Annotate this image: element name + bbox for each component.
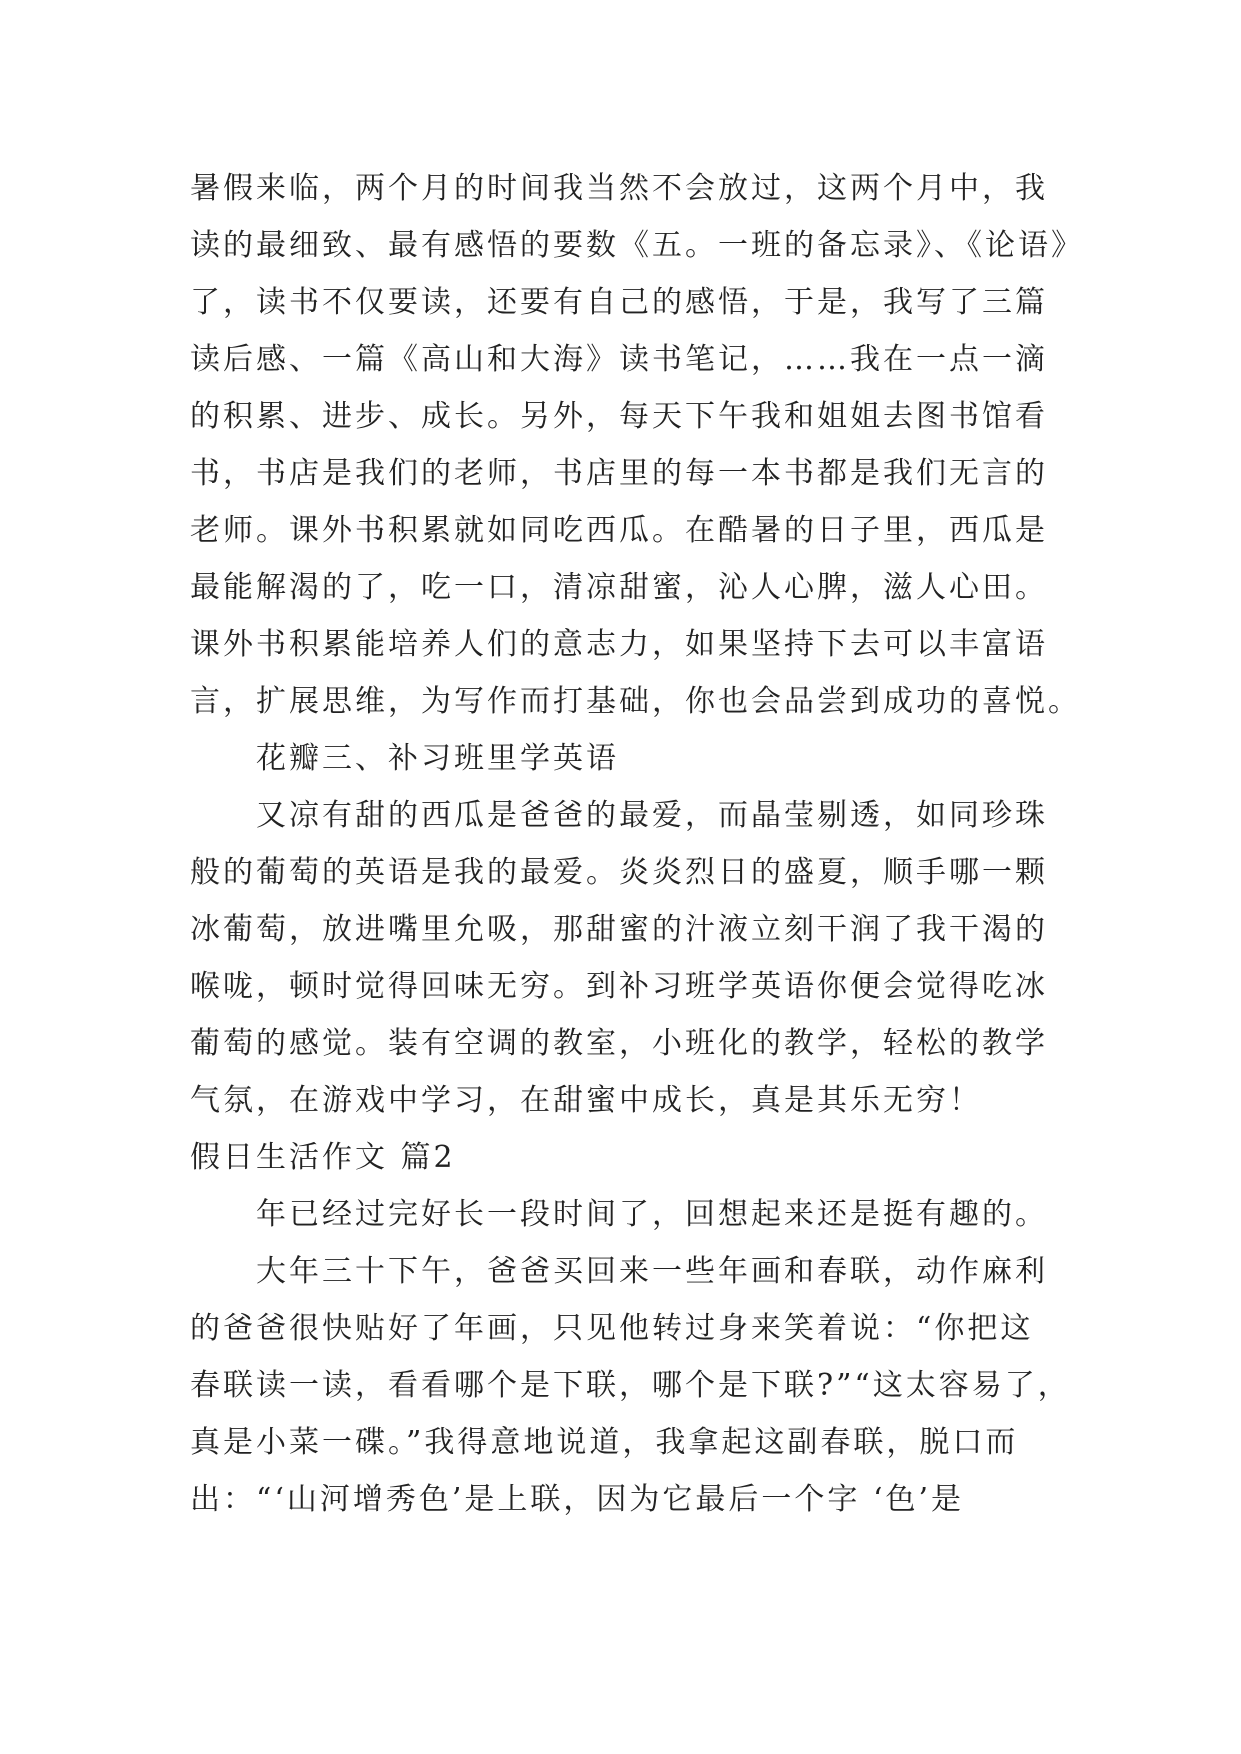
paragraph-line: 老师。课外书积累就如同吃西瓜。在酷暑的日子里，西瓜是 bbox=[190, 513, 1048, 548]
paragraph-line: 出：“‘山河增秀色’是上联，因为它最后一个字 ‘色’是 bbox=[190, 1482, 965, 1517]
paragraph-line: 读后感、一篇《高山和大海》读书笔记，……我在一点一滴 bbox=[190, 342, 1048, 377]
paragraph-line: 课外书积累能培养人们的意志力，如果坚持下去可以丰富语 bbox=[190, 627, 1048, 662]
paragraph-line: 冰葡萄，放进嘴里允吸，那甜蜜的汁液立刻干润了我干渴的 bbox=[190, 912, 1048, 947]
paragraph-line: 气氛，在游戏中学习，在甜蜜中成长，真是其乐无穷！ bbox=[190, 1083, 982, 1118]
paragraph-line: 般的葡萄的英语是我的最爱。炎炎烈日的盛夏，顺手哪一颗 bbox=[190, 855, 1048, 890]
paragraph-line: 春联读一读，看看哪个是下联，哪个是下联?”“这太容易了， bbox=[190, 1368, 1071, 1403]
paragraph-line: 葡萄的感觉。装有空调的教室，小班化的教学，轻松的教学 bbox=[190, 1026, 1048, 1061]
paragraph-line: 最能解渴的了，吃一口，清凉甜蜜，沁人心脾，滋人心田。 bbox=[190, 570, 1048, 605]
paragraph-line: 暑假来临，两个月的时间我当然不会放过，这两个月中，我 bbox=[190, 171, 1048, 206]
paragraph-line: 年已经过完好长一段时间了，回想起来还是挺有趣的。 bbox=[256, 1197, 1048, 1232]
paragraph-line: 书，书店是我们的老师，书店里的每一本书都是我们无言的 bbox=[190, 456, 1048, 491]
document-body bbox=[190, 160, 1084, 1528]
paragraph-line: 又凉有甜的西瓜是爸爸的最爱，而晶莹剔透，如同珍珠 bbox=[256, 798, 1048, 833]
paragraph-line: 读的最细致、最有感悟的要数《五。一班的备忘录》、《论语》 bbox=[190, 228, 1084, 263]
paragraph-line: 了，读书不仅要读，还要有自己的感悟，于是，我写了三篇 bbox=[190, 285, 1048, 320]
paragraph-line: 的积累、进步、成长。另外，每天下午我和姐姐去图书馆看 bbox=[190, 399, 1048, 434]
paragraph-line: 大年三十下午，爸爸买回来一些年画和春联，动作麻利 bbox=[256, 1254, 1048, 1289]
paragraph-line: 喉咙，顿时觉得回味无穷。到补习班学英语你便会觉得吃冰 bbox=[190, 969, 1048, 1004]
paragraph-line: 真是小菜一碟。”我得意地说道，我拿起这副春联，脱口而 bbox=[190, 1425, 1019, 1460]
article-title: 假日生活作文 篇2 bbox=[190, 1140, 456, 1175]
section-heading: 花瓣三、补习班里学英语 bbox=[256, 741, 619, 776]
paragraph-line: 言，扩展思维，为写作而打基础，你也会品尝到成功的喜悦。 bbox=[190, 684, 1081, 719]
paragraph-line: 的爸爸很快贴好了年画，只见他转过身来笑着说：“你把这 bbox=[190, 1311, 1034, 1346]
